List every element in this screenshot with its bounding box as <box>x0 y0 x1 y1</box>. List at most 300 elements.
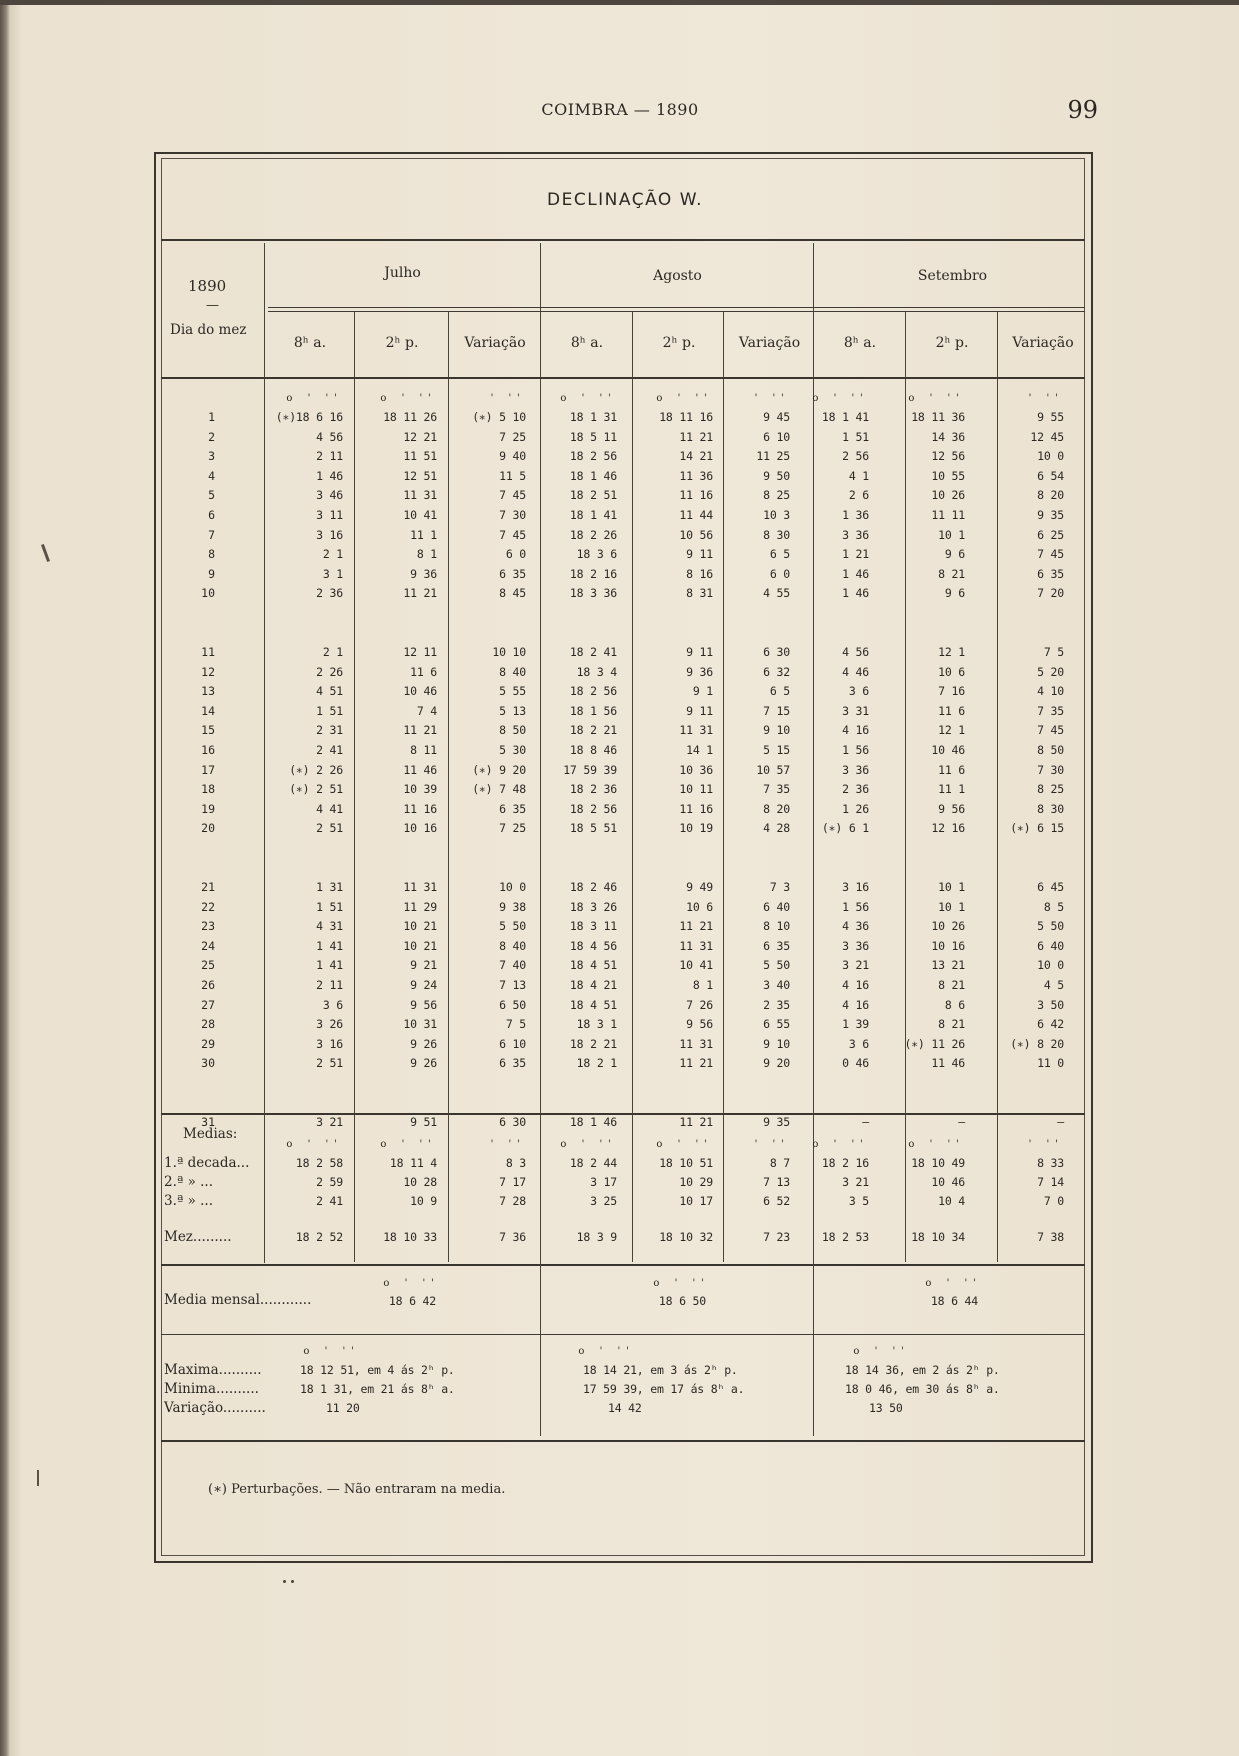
medias-cell: 10 9 <box>410 1194 437 1208</box>
table-cell: 1 36 <box>842 508 869 522</box>
medias-cell: 7 13 <box>763 1175 790 1189</box>
table-cell: 12 45 <box>1030 429 1064 444</box>
table-cell: 8 6 <box>944 997 965 1012</box>
table-cell: 8 40 <box>499 938 526 953</box>
media-mensal-julho: 18 6 42 <box>388 1294 436 1308</box>
day-number: 24 <box>201 938 215 953</box>
col-8a-agosto: 8ʰ a. <box>570 335 604 351</box>
variacao-label: Variação.......... <box>164 1400 266 1416</box>
table-cell: 8 31 <box>686 586 713 601</box>
medias-unit-mark: ' '' <box>754 1139 790 1150</box>
table-cell: 8 30 <box>1037 801 1064 816</box>
table-cell: 3 50 <box>1037 997 1064 1012</box>
table-cell: 8 21 <box>938 978 965 992</box>
medias-cell: 7 14 <box>1037 1175 1064 1189</box>
media-mensal-setembro: 18 6 44 <box>930 1294 978 1308</box>
table-cell: 8 1 <box>692 978 713 992</box>
table-cell: 9 6 <box>944 547 965 562</box>
table-cell: 1 56 <box>842 743 869 757</box>
table-cell: 7 4 <box>416 703 437 718</box>
day-number: 30 <box>201 1056 215 1071</box>
table-cell: 8 50 <box>1037 743 1064 757</box>
table-cell: 9 1 <box>692 684 713 699</box>
table-cell: 10 10 <box>492 645 526 659</box>
table-cell: 18 4 51 <box>569 958 617 973</box>
table-cell: 4 16 <box>842 997 869 1012</box>
medias-cell: 10 29 <box>679 1175 713 1189</box>
table-cell: 1 56 <box>842 899 869 914</box>
table-cell: 6 5 <box>769 547 790 562</box>
table-cell: 10 55 <box>931 468 965 483</box>
day-header: Dia do mez <box>170 322 247 338</box>
table-cell: 10 0 <box>1037 958 1064 973</box>
month-rule <box>268 307 1085 308</box>
table-cell: 6 35 <box>499 566 526 581</box>
table-cell: 1 51 <box>842 429 869 444</box>
table-cell: 6 30 <box>763 645 790 659</box>
table-cell: 6 45 <box>1037 880 1064 894</box>
table-cell: 18 2 56 <box>569 801 617 816</box>
table-cell: 6 25 <box>1037 527 1064 542</box>
extremes-units-setembro: o ' '' <box>853 1346 910 1357</box>
day-number: 13 <box>201 684 215 699</box>
dot-mark-2 <box>291 1580 294 1583</box>
day-number: 29 <box>201 1036 215 1051</box>
medias-unit-mark: ' '' <box>1028 1139 1064 1150</box>
table-cell: 11 21 <box>403 723 437 738</box>
col-8a-setembro: 8ʰ a. <box>843 335 877 351</box>
table-cell: 13 21 <box>931 958 965 973</box>
table-cell: 2 1 <box>322 645 343 659</box>
table-cell: 3 11 <box>316 508 343 522</box>
page-number: 99 <box>1067 96 1098 124</box>
table-cell: 5 20 <box>1037 664 1064 679</box>
table-cell: 12 56 <box>931 449 965 464</box>
day-number: 10 <box>201 586 215 601</box>
day-number: 7 <box>208 527 215 542</box>
table-cell: 10 41 <box>679 958 713 973</box>
table-cell: 2 11 <box>316 449 343 464</box>
table-cell: 2 11 <box>316 978 343 992</box>
table-cell: 6 40 <box>1037 938 1064 953</box>
day-number: 19 <box>201 801 215 816</box>
medias-unit-mark: o ' '' <box>286 1139 343 1150</box>
medias-cell: 6 52 <box>763 1194 790 1208</box>
media-mensal-units-setembro: o ' '' <box>925 1278 982 1289</box>
maxima-setembro: 18 14 36, em 2 ás 2ʰ p. <box>845 1363 1000 1377</box>
table-cell: 8 21 <box>938 566 965 581</box>
day-number: 2 <box>208 429 215 444</box>
table-cell: 3 40 <box>763 978 790 992</box>
day-number: 5 <box>208 488 215 503</box>
table-cell: 10 46 <box>931 743 965 757</box>
month-setembro: Setembro <box>917 268 988 284</box>
day-number: 20 <box>201 821 215 836</box>
variacao-julho: 11 20 <box>326 1401 360 1415</box>
table-cell: (∗) 2 26 <box>289 762 343 777</box>
table-cell: 7 35 <box>1037 703 1064 718</box>
table-cell: 9 35 <box>763 1115 790 1129</box>
table-cell: 7 45 <box>499 527 526 542</box>
table-cell: 4 16 <box>842 723 869 738</box>
table-cell: 18 11 16 <box>659 410 713 424</box>
table-cell: 10 3 <box>763 508 790 522</box>
minima-julho: 18 1 31, em 21 ás 8ʰ a. <box>300 1382 455 1396</box>
table-cell: 14 1 <box>686 743 713 757</box>
table-cell: 11 21 <box>679 1115 713 1129</box>
extremes-end-rule <box>161 1440 1085 1442</box>
table-cell: 9 11 <box>686 547 713 562</box>
table-cell: 5 50 <box>1037 919 1064 934</box>
table-cell: 10 6 <box>938 664 965 679</box>
table-cell: 3 26 <box>316 1017 343 1032</box>
table-cell: 10 1 <box>938 527 965 542</box>
mez-cell: 18 2 53 <box>821 1230 869 1244</box>
table-cell: 11 6 <box>410 664 437 679</box>
table-cell: 4 28 <box>763 821 790 836</box>
table-cell: 18 2 26 <box>569 527 617 542</box>
footnote: (∗) Perturbações. — Não entraram na media. <box>208 1482 506 1497</box>
table-cell: 11 16 <box>403 801 437 816</box>
table-cell: 8 30 <box>763 527 790 542</box>
table-cell: 18 4 21 <box>569 978 617 992</box>
table-cell: 4 51 <box>316 684 343 699</box>
table-cell: 11 31 <box>679 938 713 953</box>
table-cell: 14 36 <box>931 429 965 444</box>
table-cell: 11 31 <box>403 880 437 894</box>
table-cell: 2 31 <box>316 723 343 738</box>
table-cell: 6 0 <box>769 566 790 581</box>
table-cell: 6 35 <box>763 938 790 953</box>
table-cell: 3 16 <box>842 880 869 894</box>
table-cell: — <box>1057 1115 1064 1129</box>
table-cell: 2 26 <box>316 664 343 679</box>
day-number: 9 <box>208 566 215 581</box>
unit-mark: ' '' <box>754 393 790 404</box>
maxima-agosto: 18 14 21, em 3 ás 2ʰ p. <box>583 1363 738 1377</box>
table-cell: (∗) 5 10 <box>472 410 526 424</box>
table-cell: 5 50 <box>499 919 526 934</box>
table-cell: 18 3 36 <box>569 586 617 601</box>
table-cell: 11 51 <box>403 449 437 464</box>
table-cell: 9 35 <box>1037 508 1064 522</box>
table-cell: 6 54 <box>1037 468 1064 483</box>
table-cell: 3 6 <box>848 1036 869 1051</box>
table-cell: (∗) 9 20 <box>472 762 526 777</box>
table-cell: 3 46 <box>316 488 343 503</box>
table-cell: 5 30 <box>499 743 526 757</box>
table-cell: 18 4 51 <box>569 997 617 1012</box>
table-cell: 3 1 <box>322 566 343 581</box>
medias-label: Medias: <box>183 1126 238 1142</box>
unit-mark: ' '' <box>1028 393 1064 404</box>
table-cell: 0 46 <box>842 1056 869 1071</box>
table-cell: 10 39 <box>403 782 437 797</box>
table-cell: 10 16 <box>403 821 437 836</box>
medias-unit-mark: o ' '' <box>560 1139 617 1150</box>
table-cell: — <box>862 1115 869 1129</box>
day-number: 14 <box>201 703 215 718</box>
table-cell: 3 36 <box>842 938 869 953</box>
medias-cell: 18 10 51 <box>659 1156 713 1170</box>
table-cell: 18 8 46 <box>569 743 617 757</box>
table-cell: 2 51 <box>316 821 343 836</box>
table-cell: 11 31 <box>679 723 713 738</box>
table-cell: 11 25 <box>756 449 790 464</box>
table-cell: 2 51 <box>316 1056 343 1071</box>
table-cell: 12 51 <box>403 468 437 483</box>
table-cell: 7 45 <box>1037 547 1064 562</box>
table-cell: 10 0 <box>1037 449 1064 464</box>
table-cell: 18 3 6 <box>576 547 617 562</box>
title-rule <box>161 239 1085 241</box>
maxima-label: Maxima.......... <box>164 1362 262 1378</box>
unit-mark: o ' '' <box>812 393 869 404</box>
medias-unit-mark: o ' '' <box>656 1139 713 1150</box>
table-cell: 11 36 <box>679 468 713 483</box>
table-cell: 10 31 <box>403 1017 437 1032</box>
medias-cell: 3 25 <box>590 1194 617 1208</box>
table-cell: 11 11 <box>931 508 965 522</box>
table-cell: 10 1 <box>938 899 965 914</box>
table-cell: 10 21 <box>403 938 437 953</box>
table-cell: 18 4 56 <box>569 938 617 953</box>
medias-row-label: 3.ª » ... <box>164 1193 214 1209</box>
mez-cell: 18 2 52 <box>295 1230 343 1244</box>
medias-cell: 18 11 4 <box>389 1156 437 1170</box>
table-cell: 7 5 <box>505 1017 526 1032</box>
table-cell: 6 42 <box>1037 1017 1064 1032</box>
day-number: 1 <box>208 410 215 424</box>
month-julho: Julho <box>384 265 421 281</box>
table-cell: 3 36 <box>842 527 869 542</box>
table-cell: 11 31 <box>403 488 437 503</box>
day-number: 16 <box>201 743 215 757</box>
medias-cell: 3 17 <box>590 1175 617 1189</box>
day-number: 27 <box>201 997 215 1012</box>
table-cell: 6 35 <box>499 1056 526 1071</box>
table-cell: 2 56 <box>842 449 869 464</box>
media-mensal-label: Media mensal............ <box>164 1292 312 1308</box>
table-cell: 8 45 <box>499 586 526 601</box>
table-cell: 17 59 39 <box>563 762 617 777</box>
table-cell: 8 10 <box>763 919 790 934</box>
margin-mark-2 <box>37 1470 39 1486</box>
mez-cell: 7 23 <box>763 1230 790 1244</box>
table-cell: 18 3 4 <box>576 664 617 679</box>
table-cell: 11 46 <box>403 762 437 777</box>
minima-setembro: 18 0 46, em 30 ás 8ʰ a. <box>845 1382 1000 1396</box>
day-number: 4 <box>208 468 215 483</box>
day-number: 31 <box>201 1115 215 1129</box>
table-cell: 10 57 <box>756 762 790 777</box>
table-cell: 5 55 <box>499 684 526 699</box>
table-cell: 3 21 <box>842 958 869 973</box>
day-number: 6 <box>208 508 215 522</box>
year-label: 1890 <box>188 277 227 295</box>
table-cell: 9 20 <box>763 1056 790 1071</box>
mez-label: Mez......... <box>164 1229 232 1245</box>
day-number: 25 <box>201 958 215 973</box>
table-cell: 10 36 <box>679 762 713 777</box>
table-cell: 18 1 46 <box>569 468 617 483</box>
medias-unit-mark: o ' '' <box>908 1139 965 1150</box>
table-cell: 4 1 <box>848 468 869 483</box>
table-cell: 9 11 <box>686 645 713 659</box>
table-cell: 12 1 <box>938 645 965 659</box>
col-2p-agosto: 2ʰ p. <box>662 335 696 351</box>
medias-row-label: 1.ª decada... <box>164 1155 250 1171</box>
table-cell: 12 11 <box>403 645 437 659</box>
table-cell: 9 55 <box>1037 410 1064 424</box>
medias-cell: 7 17 <box>499 1175 526 1189</box>
table-cell: 4 5 <box>1043 978 1064 992</box>
medias-cell: 8 7 <box>769 1156 790 1170</box>
day-number: 23 <box>201 919 215 934</box>
table-cell: 7 25 <box>499 429 526 444</box>
table-cell: 4 41 <box>316 801 343 816</box>
unit-mark: o ' '' <box>656 393 713 404</box>
medias-cell: 10 4 <box>938 1194 965 1208</box>
table-cell: 4 10 <box>1037 684 1064 699</box>
table-cell: — <box>958 1115 965 1129</box>
table-cell: 10 56 <box>679 527 713 542</box>
table-cell: 11 0 <box>1037 1056 1064 1071</box>
medias-unit-mark: ' '' <box>490 1139 526 1150</box>
table-cell: 11 6 <box>938 703 965 718</box>
table-cell: 11 29 <box>403 899 437 914</box>
table-cell: 9 26 <box>410 1056 437 1071</box>
unit-mark: o ' '' <box>286 393 343 404</box>
table-cell: 1 46 <box>842 586 869 601</box>
table-cell: 5 13 <box>499 703 526 718</box>
table-cell: 12 16 <box>931 821 965 836</box>
medias-cell: 10 17 <box>679 1194 713 1208</box>
table-cell: 11 16 <box>679 801 713 816</box>
table-cell: 2 36 <box>316 586 343 601</box>
mez-cell: 7 36 <box>499 1230 526 1244</box>
variacao-setembro: 13 50 <box>869 1401 903 1415</box>
table-cell: 9 56 <box>410 997 437 1012</box>
table-cell: 9 40 <box>499 449 526 464</box>
table-cell: 7 16 <box>938 684 965 699</box>
col-2p-setembro: 2ʰ p. <box>935 335 969 351</box>
table-cell: 1 41 <box>316 958 343 973</box>
medias-end-rule <box>161 1264 1085 1266</box>
unit-mark: ' '' <box>490 393 526 404</box>
table-cell: 7 45 <box>499 488 526 503</box>
table-cell: 7 40 <box>499 958 526 973</box>
media-mensal-units-agosto: o ' '' <box>653 1278 710 1289</box>
table-cell: 4 55 <box>763 586 790 601</box>
table-cell: 6 55 <box>763 1017 790 1032</box>
day-number: 26 <box>201 978 215 992</box>
table-cell: 7 25 <box>499 821 526 836</box>
table-cell: 18 1 56 <box>569 703 617 718</box>
table-cell: 1 31 <box>316 880 343 894</box>
day-number: 15 <box>201 723 215 738</box>
table-cell: 4 56 <box>842 645 869 659</box>
table-cell: 6 35 <box>499 801 526 816</box>
table-cell: 4 31 <box>316 919 343 934</box>
table-cell: 11 16 <box>679 488 713 503</box>
table-cell: 8 20 <box>1037 488 1064 503</box>
table-cell: 11 31 <box>679 1036 713 1051</box>
day-number: 28 <box>201 1017 215 1032</box>
month-rule-double <box>268 311 1085 312</box>
table-cell: 8 50 <box>499 723 526 738</box>
table-cell: 9 51 <box>410 1115 437 1129</box>
table-cell: 4 36 <box>842 919 869 934</box>
medias-cell: 7 0 <box>1043 1194 1064 1208</box>
col-var-julho: Variação <box>464 335 526 351</box>
table-cell: 5 15 <box>763 743 790 757</box>
table-cell: 1 46 <box>316 468 343 483</box>
table-cell: 3 16 <box>316 1036 343 1051</box>
table-cell: 10 26 <box>931 488 965 503</box>
table-cell: 1 21 <box>842 547 869 562</box>
table-title: DECLINAÇÃO W. <box>547 190 703 210</box>
media-mensal-agosto: 18 6 50 <box>658 1294 706 1308</box>
month-agosto: Agosto <box>653 268 702 284</box>
table-cell: 2 35 <box>763 997 790 1012</box>
table-cell: 18 3 1 <box>576 1017 617 1032</box>
table-cell: (∗) 6 15 <box>1010 821 1064 836</box>
table-cell: 10 6 <box>686 899 713 914</box>
table-cell: 10 41 <box>403 508 437 522</box>
table-cell: 9 36 <box>410 566 437 581</box>
medias-cell: 8 3 <box>505 1156 526 1170</box>
table-cell: 9 10 <box>763 723 790 738</box>
table-cell: 18 2 36 <box>569 782 617 797</box>
table-cell: 18 1 31 <box>569 410 617 424</box>
table-cell: 7 35 <box>763 782 790 797</box>
maxima-julho: 18 12 51, em 4 ás 2ʰ p. <box>300 1363 455 1377</box>
table-cell: 10 19 <box>679 821 713 836</box>
table-cell: 18 11 36 <box>911 410 965 424</box>
table-cell: 3 6 <box>848 684 869 699</box>
table-cell: 8 20 <box>763 801 790 816</box>
table-cell: 18 2 16 <box>569 566 617 581</box>
medias-cell: 3 21 <box>842 1175 869 1189</box>
day-number: 18 <box>201 782 215 797</box>
table-cell: 18 2 41 <box>569 645 617 659</box>
table-cell: 9 36 <box>686 664 713 679</box>
table-cell: 11 44 <box>679 508 713 522</box>
table-cell: 18 5 51 <box>569 821 617 836</box>
table-cell: 3 36 <box>842 762 869 777</box>
table-cell: 18 2 46 <box>569 880 617 894</box>
table-cell: 8 5 <box>1043 899 1064 914</box>
col-2p-julho: 2ʰ p. <box>385 335 419 351</box>
table-cell: 10 0 <box>499 880 526 894</box>
medias-cell: 10 28 <box>403 1175 437 1189</box>
table-cell: 9 49 <box>686 880 713 894</box>
table-cell: 8 40 <box>499 664 526 679</box>
table-cell: 8 25 <box>1037 782 1064 797</box>
medias-cell: 18 2 58 <box>295 1156 343 1170</box>
medias-cell: 10 46 <box>931 1175 965 1189</box>
table-cell: 9 38 <box>499 899 526 914</box>
table-cell: 1 46 <box>842 566 869 581</box>
day-number: 21 <box>201 880 215 894</box>
table-cell: 8 21 <box>938 1017 965 1032</box>
table-cell: 7 15 <box>763 703 790 718</box>
table-cell: 11 5 <box>499 468 526 483</box>
medias-cell: 8 33 <box>1037 1156 1064 1170</box>
table-cell: 6 5 <box>769 684 790 699</box>
table-cell: 2 41 <box>316 743 343 757</box>
